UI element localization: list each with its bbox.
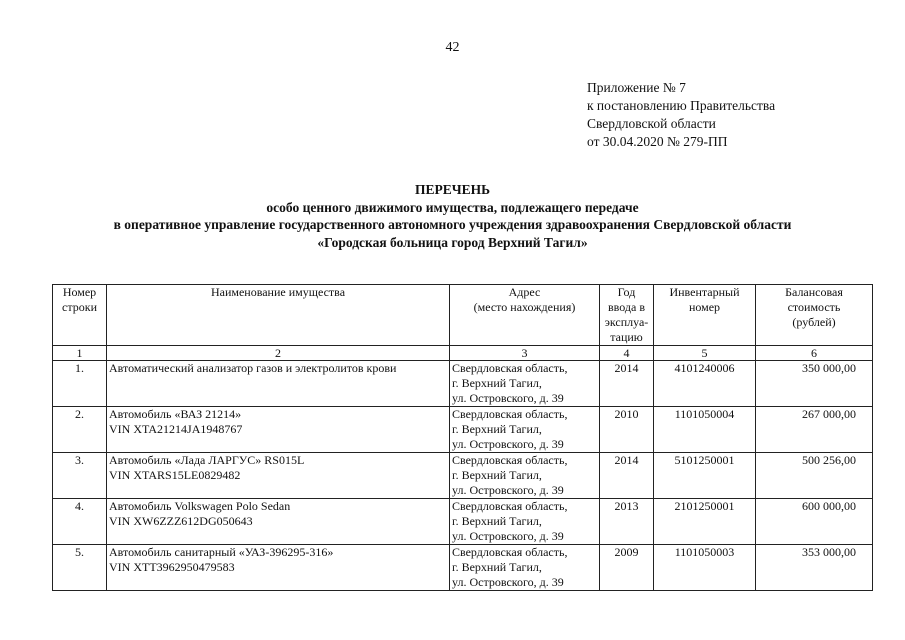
column-number: 5 bbox=[654, 346, 756, 361]
balance-cost: 353 000,00 bbox=[756, 545, 873, 591]
appendix-line: к постановлению Правительства bbox=[587, 98, 776, 113]
property-address: Свердловская область, г. Верхний Тагил, ул. Островского, д. 39 bbox=[450, 545, 600, 591]
commissioning-year: 2014 bbox=[600, 361, 654, 407]
appendix-line: Свердловской области bbox=[587, 116, 716, 131]
title-line: в оперативное управление государственного автономного учреждения здравоохранения Свердловской области bbox=[113, 217, 792, 232]
property-address: Свердловская область, г. Верхний Тагил, ул. Островского, д. 39 bbox=[450, 499, 600, 545]
column-number: 6 bbox=[756, 346, 873, 361]
row-number: 2. bbox=[53, 407, 107, 453]
page-number: 42 bbox=[445, 40, 460, 55]
title-line: «Городская больница город Верхний Тагил» bbox=[317, 234, 588, 250]
property-name: Автомобиль санитарный «УАЗ-396295-316» VIN XTT3962950479583 bbox=[107, 545, 450, 591]
property-address: Свердловская область, г. Верхний Тагил, ул. Островского, д. 39 bbox=[450, 407, 600, 453]
appendix-line: от 30.04.2020 № 279-ПП bbox=[587, 134, 728, 149]
balance-cost: 350 000,00 bbox=[756, 361, 873, 407]
header-property-name: Наименование имущества bbox=[107, 285, 450, 346]
column-number-row bbox=[53, 346, 873, 361]
row-number: 1. bbox=[53, 361, 107, 407]
appendix-note bbox=[587, 79, 775, 151]
table-header bbox=[53, 285, 873, 361]
table-row bbox=[53, 453, 873, 499]
table-row bbox=[53, 545, 873, 591]
header-address: Адрес (место нахождения) bbox=[450, 285, 600, 346]
row-number: 3. bbox=[53, 453, 107, 499]
commissioning-year: 2010 bbox=[600, 407, 654, 453]
table-body bbox=[53, 361, 873, 591]
balance-cost: 267 000,00 bbox=[756, 407, 873, 453]
column-number: 1 bbox=[53, 346, 107, 361]
table-row bbox=[53, 499, 873, 545]
document-title bbox=[40, 181, 865, 251]
property-name: Автоматический анализатор газов и электролитов крови bbox=[107, 361, 450, 407]
balance-cost: 600 000,00 bbox=[756, 499, 873, 545]
row-number: 4. bbox=[53, 499, 107, 545]
table-row bbox=[53, 361, 873, 407]
property-name: Автомобиль «Лада ЛАРГУС» RS015L VIN XTARS15LE0829482 bbox=[107, 453, 450, 499]
header-inventory-number: Инвентарный номер bbox=[654, 285, 756, 346]
property-name: Автомобиль «ВАЗ 21214» VIN XTA21214JA1948767 bbox=[107, 407, 450, 453]
balance-cost: 500 256,00 bbox=[756, 453, 873, 499]
inventory-number: 1101050003 bbox=[654, 545, 756, 591]
property-address: Свердловская область, г. Верхний Тагил, ул. Островского, д. 39 bbox=[450, 361, 600, 407]
table-row bbox=[53, 407, 873, 453]
inventory-number: 2101250001 bbox=[654, 499, 756, 545]
commissioning-year: 2009 bbox=[600, 545, 654, 591]
header-row-number: Номер строки bbox=[53, 285, 107, 346]
row-number: 5. bbox=[53, 545, 107, 591]
inventory-number: 4101240006 bbox=[654, 361, 756, 407]
property-address: Свердловская область, г. Верхний Тагил, ул. Островского, д. 39 bbox=[450, 453, 600, 499]
commissioning-year: 2014 bbox=[600, 453, 654, 499]
column-number: 3 bbox=[450, 346, 600, 361]
property-name: Автомобиль Volkswagen Polo Sedan VIN XW6ZZZ612DG050643 bbox=[107, 499, 450, 545]
header-balance-cost: Балансовая стоимость (рублей) bbox=[756, 285, 873, 346]
column-number: 2 bbox=[107, 346, 450, 361]
header-year: Год ввода в эксплуа- тацию bbox=[600, 285, 654, 346]
inventory-number: 1101050004 bbox=[654, 407, 756, 453]
commissioning-year: 2013 bbox=[600, 499, 654, 545]
column-number: 4 bbox=[600, 346, 654, 361]
appendix-line: Приложение № 7 bbox=[587, 80, 686, 95]
title-line: ПЕРЕЧЕНЬ bbox=[414, 182, 491, 197]
title-line: особо ценного движимого имущества, подлежащего передаче bbox=[266, 199, 639, 215]
property-table bbox=[52, 284, 873, 591]
inventory-number: 5101250001 bbox=[654, 453, 756, 499]
